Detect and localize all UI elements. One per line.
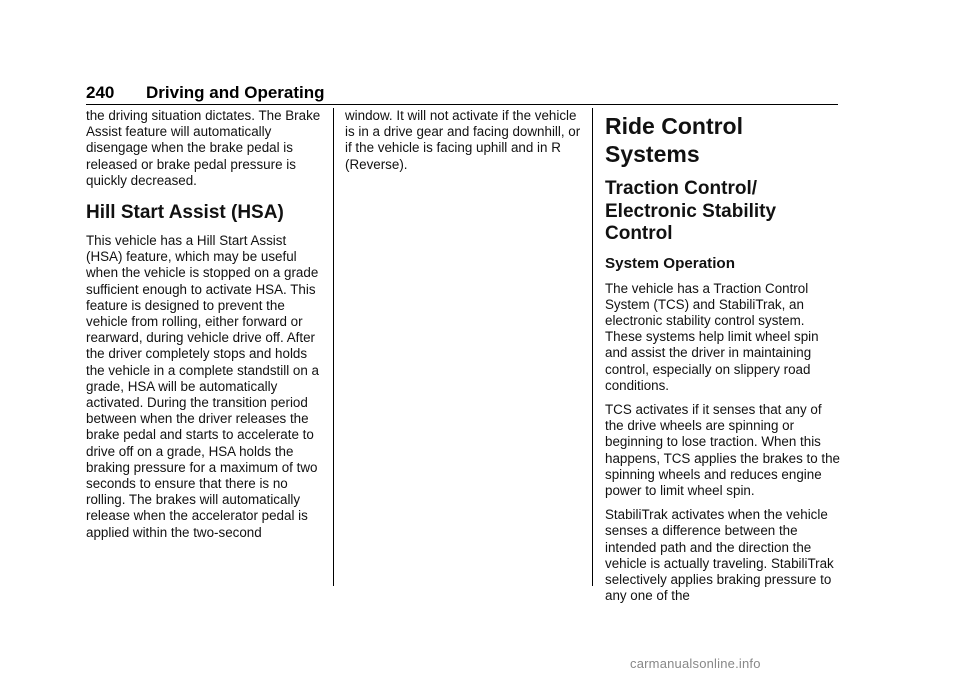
ride-control-systems-heading: Ride Control Systems: [605, 113, 743, 167]
column-divider-2: [592, 108, 593, 586]
system-operation-paragraph-1: The vehicle has a Traction Control System (TCS) and StabiliTrak, an electronic stability control system. These systems help limit wheel spin and assist the driver in maintaining control, especially on slippery road conditions.: [605, 280, 819, 393]
column-divider-1: [333, 108, 334, 586]
column-right: [605, 108, 841, 612]
page-header: [86, 82, 838, 104]
stabilitrak-paragraph: StabiliTrak activates when the vehicle senses a difference between the intended path and the direction the vehicle is actually traveling. StabiliTrak selectively applies braking pressure to any one of the: [605, 507, 834, 604]
header-rule: [86, 104, 838, 105]
section-title: Driving and Operating: [146, 83, 325, 102]
brake-assist-continued-paragraph: the driving situation dictates. The Brake Assist feature will automatically disengage when the brake pedal is released or brake pedal pressure is quickly decreased.: [86, 108, 321, 188]
column-middle: [345, 108, 581, 181]
site-watermark: carmanualsonline.info: [630, 656, 761, 671]
hill-start-assist-heading: Hill Start Assist (HSA): [86, 202, 284, 224]
system-operation-heading: System Operation: [605, 254, 735, 272]
hill-start-assist-paragraph: This vehicle has a Hill Start Assist (HSA) feature, which may be useful when the vehicle is stopped on a grade sufficient enough to activate HSA. This feature is designed to prevent the vehicle from rolling, either forward or rearward, during vehicle drive off. After the driver completely stops and holds the vehicle in a complete standstill on a grade, HSA will be automatically activated. During the transition period between when the driver releases the brake pedal and starts to accelerate to drive off on a grade, HSA holds the braking pressure for a maximum of two seconds to ensure that there is no rolling. The brakes will automatically release when the accelerator pedal is applied within the two-second: [86, 233, 319, 540]
hsa-continued-paragraph: window. It will not activate if the vehicle is in a drive gear and facing downhill, or if the vehicle is facing uphill and in R (Reverse).: [345, 108, 581, 172]
traction-control-heading: Traction Control/ Electronic Stability Control: [605, 178, 777, 244]
column-left: [86, 108, 324, 549]
tcs-activation-paragraph: TCS activates if it senses that any of the drive wheels are spinning or beginning to lose traction. When this happens, TCS applies the brakes to the spinning wheels and reduces engine power to limit wheel spin.: [605, 401, 840, 498]
page-number: 240: [86, 83, 115, 102]
